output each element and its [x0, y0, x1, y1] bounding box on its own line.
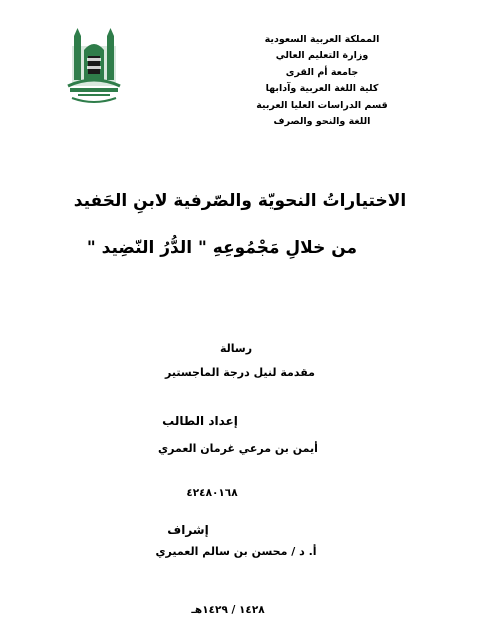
hijri-date: ١٤٢٨ / ١٤٢٩هـ — [191, 604, 265, 616]
thesis-type: رسالة — [219, 342, 253, 355]
institution-header — [222, 32, 422, 130]
student-label: إعداد الطالب — [162, 414, 238, 428]
student-name: أيمن بن مرعي غرمان العمري — [158, 442, 318, 455]
thesis-purpose: مقدمة لنيل درجة الماجستير — [165, 366, 315, 379]
university-emblem-icon — [64, 26, 124, 106]
thesis-title-line-1: الاختياراتُ النحويّة والصّرفية لابنِ الحَفيد — [73, 191, 407, 211]
header-line-country: المملكة العربية السعودية — [264, 34, 380, 45]
supervisor-name: أ. د / محسن بن سالم العميري — [155, 545, 317, 558]
header-line-specialization: اللغة والنحو والصرف — [273, 116, 371, 128]
header-line-department: قسم الدراسات العليا العربية — [256, 99, 388, 111]
supervision-label: إشراف — [167, 523, 209, 537]
header-line-university: جامعة أم القرى — [285, 66, 359, 78]
header-line-ministry: وزارة التعليم العالي — [275, 50, 369, 62]
header-line-college: كلية اللغة العربية وآدابها — [265, 83, 379, 95]
thesis-title-line-2: من خلالِ مَجْمُوعِهِ " الدُّرُ النّضِيد " — [86, 238, 358, 258]
student-id: ٤٢٤٨٠١٦٨ — [186, 487, 238, 499]
